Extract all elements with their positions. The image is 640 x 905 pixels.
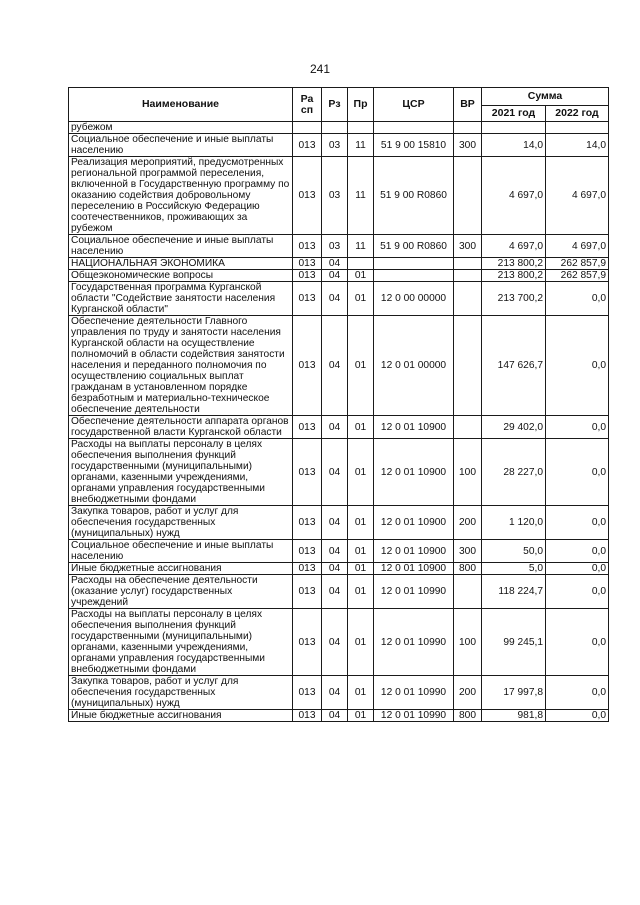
cell-name: Обеспечение деятельности Главного управления по труду и занятости населения Курганской области на осуществление полномочий в области содействия занятости населения и переданного полномочия по осуществлению социальных выплат гражданам в установленном порядке безработным и материально-техническое обеспечение деятельности bbox=[69, 316, 293, 416]
header-name: Наименование bbox=[69, 88, 293, 122]
cell-rz: 03 bbox=[322, 157, 348, 235]
cell-csr: 12 0 01 10900 bbox=[374, 540, 454, 563]
cell-sum-2021: 28 227,0 bbox=[482, 439, 546, 506]
header-2022: 2022 год bbox=[546, 106, 609, 122]
cell-name: Расходы на выплаты персоналу в целях обеспечения выполнения функций государственными (муниципальными) органами, казенными учреждениями, органами управления государственными внебюджетными фондами bbox=[69, 439, 293, 506]
cell-sum-2022: 0,0 bbox=[546, 439, 609, 506]
cell-sum-2021: 4 697,0 bbox=[482, 235, 546, 258]
cell-vr bbox=[454, 575, 482, 609]
cell-rasp: 013 bbox=[293, 563, 322, 575]
cell-pr: 01 bbox=[348, 282, 374, 316]
budget-table bbox=[68, 87, 609, 722]
cell-rz: 04 bbox=[322, 316, 348, 416]
cell-rasp: 013 bbox=[293, 416, 322, 439]
table-row bbox=[69, 540, 609, 563]
table-row bbox=[69, 439, 609, 506]
cell-rz: 03 bbox=[322, 235, 348, 258]
cell-csr bbox=[374, 258, 454, 270]
cell-name: Иные бюджетные ассигнования bbox=[69, 710, 293, 722]
cell-sum-2022: 0,0 bbox=[546, 540, 609, 563]
cell-sum-2022: 14,0 bbox=[546, 134, 609, 157]
table-row bbox=[69, 270, 609, 282]
cell-name: НАЦИОНАЛЬНАЯ ЭКОНОМИКА bbox=[69, 258, 293, 270]
cell-sum-2021: 5,0 bbox=[482, 563, 546, 575]
cell-rasp: 013 bbox=[293, 316, 322, 416]
cell-csr: 12 0 01 10990 bbox=[374, 710, 454, 722]
cell-vr: 200 bbox=[454, 676, 482, 710]
cell-sum-2021: 50,0 bbox=[482, 540, 546, 563]
cell-sum-2021 bbox=[482, 122, 546, 134]
cell-sum-2022: 262 857,9 bbox=[546, 258, 609, 270]
cell-vr: 800 bbox=[454, 710, 482, 722]
cell-sum-2022 bbox=[546, 122, 609, 134]
cell-csr bbox=[374, 122, 454, 134]
cell-pr: 11 bbox=[348, 235, 374, 258]
cell-sum-2021: 99 245,1 bbox=[482, 609, 546, 676]
cell-csr: 51 9 00 R0860 bbox=[374, 157, 454, 235]
cell-rasp: 013 bbox=[293, 506, 322, 540]
cell-sum-2022: 0,0 bbox=[546, 676, 609, 710]
cell-name: рубежом bbox=[69, 122, 293, 134]
cell-sum-2021: 4 697,0 bbox=[482, 157, 546, 235]
table-row bbox=[69, 282, 609, 316]
cell-rasp: 013 bbox=[293, 270, 322, 282]
cell-pr: 01 bbox=[348, 609, 374, 676]
cell-rasp: 013 bbox=[293, 235, 322, 258]
table-row bbox=[69, 157, 609, 235]
table-row bbox=[69, 416, 609, 439]
cell-name: Реализация мероприятий, предусмотренных региональной программой переселения, включенной в Государственную программу по оказанию содействия добровольному переселению в Российскую Федерацию соотечественников, проживающих за рубежом bbox=[69, 157, 293, 235]
cell-pr: 01 bbox=[348, 316, 374, 416]
cell-rasp: 013 bbox=[293, 157, 322, 235]
cell-rz: 04 bbox=[322, 270, 348, 282]
cell-vr bbox=[454, 416, 482, 439]
cell-vr bbox=[454, 270, 482, 282]
cell-rasp: 013 bbox=[293, 439, 322, 506]
cell-csr: 12 0 01 10990 bbox=[374, 575, 454, 609]
cell-sum-2022: 4 697,0 bbox=[546, 235, 609, 258]
cell-rasp: 013 bbox=[293, 282, 322, 316]
cell-csr: 12 0 01 10990 bbox=[374, 609, 454, 676]
cell-name: Обеспечение деятельности аппарата органов государственной власти Курганской области bbox=[69, 416, 293, 439]
cell-pr bbox=[348, 122, 374, 134]
header-pr: Пр bbox=[348, 88, 374, 122]
cell-rz bbox=[322, 122, 348, 134]
header-rasp: Ра сп bbox=[293, 88, 322, 122]
cell-rasp: 013 bbox=[293, 609, 322, 676]
cell-rz: 04 bbox=[322, 563, 348, 575]
cell-rasp: 013 bbox=[293, 258, 322, 270]
cell-csr: 12 0 01 10990 bbox=[374, 676, 454, 710]
cell-vr bbox=[454, 316, 482, 416]
cell-sum-2021: 213 700,2 bbox=[482, 282, 546, 316]
cell-rasp: 013 bbox=[293, 134, 322, 157]
cell-pr: 01 bbox=[348, 416, 374, 439]
cell-rasp: 013 bbox=[293, 575, 322, 609]
cell-sum-2021: 118 224,7 bbox=[482, 575, 546, 609]
cell-rz: 04 bbox=[322, 416, 348, 439]
cell-csr: 12 0 01 00000 bbox=[374, 316, 454, 416]
cell-pr: 01 bbox=[348, 563, 374, 575]
cell-pr: 01 bbox=[348, 710, 374, 722]
cell-vr: 100 bbox=[454, 439, 482, 506]
table-row bbox=[69, 575, 609, 609]
cell-rasp: 013 bbox=[293, 676, 322, 710]
cell-vr: 100 bbox=[454, 609, 482, 676]
cell-csr: 51 9 00 R0860 bbox=[374, 235, 454, 258]
header-csr: ЦСР bbox=[374, 88, 454, 122]
cell-rz: 04 bbox=[322, 609, 348, 676]
cell-sum-2022: 0,0 bbox=[546, 506, 609, 540]
header-2021: 2021 год bbox=[482, 106, 546, 122]
cell-sum-2022: 0,0 bbox=[546, 710, 609, 722]
cell-sum-2021: 29 402,0 bbox=[482, 416, 546, 439]
cell-pr bbox=[348, 258, 374, 270]
table-body bbox=[69, 122, 609, 722]
cell-sum-2022: 0,0 bbox=[546, 563, 609, 575]
cell-name: Общеэкономические вопросы bbox=[69, 270, 293, 282]
cell-rasp: 013 bbox=[293, 540, 322, 563]
cell-name: Закупка товаров, работ и услуг для обеспечения государственных (муниципальных) нужд bbox=[69, 676, 293, 710]
table-row bbox=[69, 676, 609, 710]
cell-rz: 04 bbox=[322, 540, 348, 563]
cell-pr: 01 bbox=[348, 676, 374, 710]
cell-rz: 04 bbox=[322, 676, 348, 710]
cell-name: Социальное обеспечение и иные выплаты населению bbox=[69, 540, 293, 563]
cell-rz: 04 bbox=[322, 575, 348, 609]
cell-name: Расходы на выплаты персоналу в целях обеспечения выполнения функций государственными (муниципальными) органами, казенными учреждениями, органами управления государственными внебюджетными фондами bbox=[69, 609, 293, 676]
cell-sum-2022: 4 697,0 bbox=[546, 157, 609, 235]
header-sum: Сумма bbox=[482, 88, 609, 106]
cell-name: Иные бюджетные ассигнования bbox=[69, 563, 293, 575]
cell-vr bbox=[454, 282, 482, 316]
cell-rz: 03 bbox=[322, 134, 348, 157]
cell-sum-2021: 213 800,2 bbox=[482, 258, 546, 270]
table-row bbox=[69, 258, 609, 270]
table-row bbox=[69, 134, 609, 157]
cell-pr: 01 bbox=[348, 506, 374, 540]
table-row bbox=[69, 316, 609, 416]
cell-vr: 800 bbox=[454, 563, 482, 575]
table-row bbox=[69, 506, 609, 540]
cell-pr: 01 bbox=[348, 540, 374, 563]
cell-csr: 12 0 01 10900 bbox=[374, 563, 454, 575]
cell-vr: 300 bbox=[454, 134, 482, 157]
cell-sum-2022: 0,0 bbox=[546, 316, 609, 416]
cell-rz: 04 bbox=[322, 710, 348, 722]
cell-sum-2022: 0,0 bbox=[546, 416, 609, 439]
cell-sum-2021: 981,8 bbox=[482, 710, 546, 722]
page-number: 241 bbox=[309, 62, 331, 76]
cell-pr: 11 bbox=[348, 134, 374, 157]
cell-sum-2022: 0,0 bbox=[546, 609, 609, 676]
cell-sum-2021: 1 120,0 bbox=[482, 506, 546, 540]
cell-pr: 11 bbox=[348, 157, 374, 235]
table-row bbox=[69, 609, 609, 676]
cell-csr: 12 0 01 10900 bbox=[374, 439, 454, 506]
cell-pr: 01 bbox=[348, 575, 374, 609]
cell-pr: 01 bbox=[348, 439, 374, 506]
cell-vr: 300 bbox=[454, 540, 482, 563]
cell-name: Расходы на обеспечение деятельности (оказание услуг) государственных учреждений bbox=[69, 575, 293, 609]
cell-sum-2022: 0,0 bbox=[546, 575, 609, 609]
table-row bbox=[69, 122, 609, 134]
cell-rz: 04 bbox=[322, 258, 348, 270]
cell-sum-2022: 0,0 bbox=[546, 282, 609, 316]
cell-csr: 12 0 01 10900 bbox=[374, 506, 454, 540]
cell-name: Социальное обеспечение и иные выплаты населению bbox=[69, 134, 293, 157]
table-header bbox=[69, 88, 609, 122]
cell-sum-2021: 147 626,7 bbox=[482, 316, 546, 416]
cell-csr: 12 0 00 00000 bbox=[374, 282, 454, 316]
cell-sum-2021: 213 800,2 bbox=[482, 270, 546, 282]
cell-sum-2022: 262 857,9 bbox=[546, 270, 609, 282]
cell-vr bbox=[454, 157, 482, 235]
cell-rasp: 013 bbox=[293, 710, 322, 722]
cell-vr: 300 bbox=[454, 235, 482, 258]
cell-name: Закупка товаров, работ и услуг для обеспечения государственных (муниципальных) нужд bbox=[69, 506, 293, 540]
cell-name: Государственная программа Курганской области "Содействие занятости населения Курганской области" bbox=[69, 282, 293, 316]
cell-vr bbox=[454, 122, 482, 134]
cell-rz: 04 bbox=[322, 439, 348, 506]
cell-rz: 04 bbox=[322, 282, 348, 316]
cell-vr: 200 bbox=[454, 506, 482, 540]
table-row bbox=[69, 563, 609, 575]
table-row bbox=[69, 235, 609, 258]
cell-sum-2021: 14,0 bbox=[482, 134, 546, 157]
header-rz: Рз bbox=[322, 88, 348, 122]
cell-csr: 51 9 00 15810 bbox=[374, 134, 454, 157]
cell-rasp bbox=[293, 122, 322, 134]
cell-csr bbox=[374, 270, 454, 282]
cell-name: Социальное обеспечение и иные выплаты населению bbox=[69, 235, 293, 258]
cell-csr: 12 0 01 10900 bbox=[374, 416, 454, 439]
table-row bbox=[69, 710, 609, 722]
cell-rz: 04 bbox=[322, 506, 348, 540]
header-vr: ВР bbox=[454, 88, 482, 122]
cell-pr: 01 bbox=[348, 270, 374, 282]
cell-vr bbox=[454, 258, 482, 270]
cell-sum-2021: 17 997,8 bbox=[482, 676, 546, 710]
